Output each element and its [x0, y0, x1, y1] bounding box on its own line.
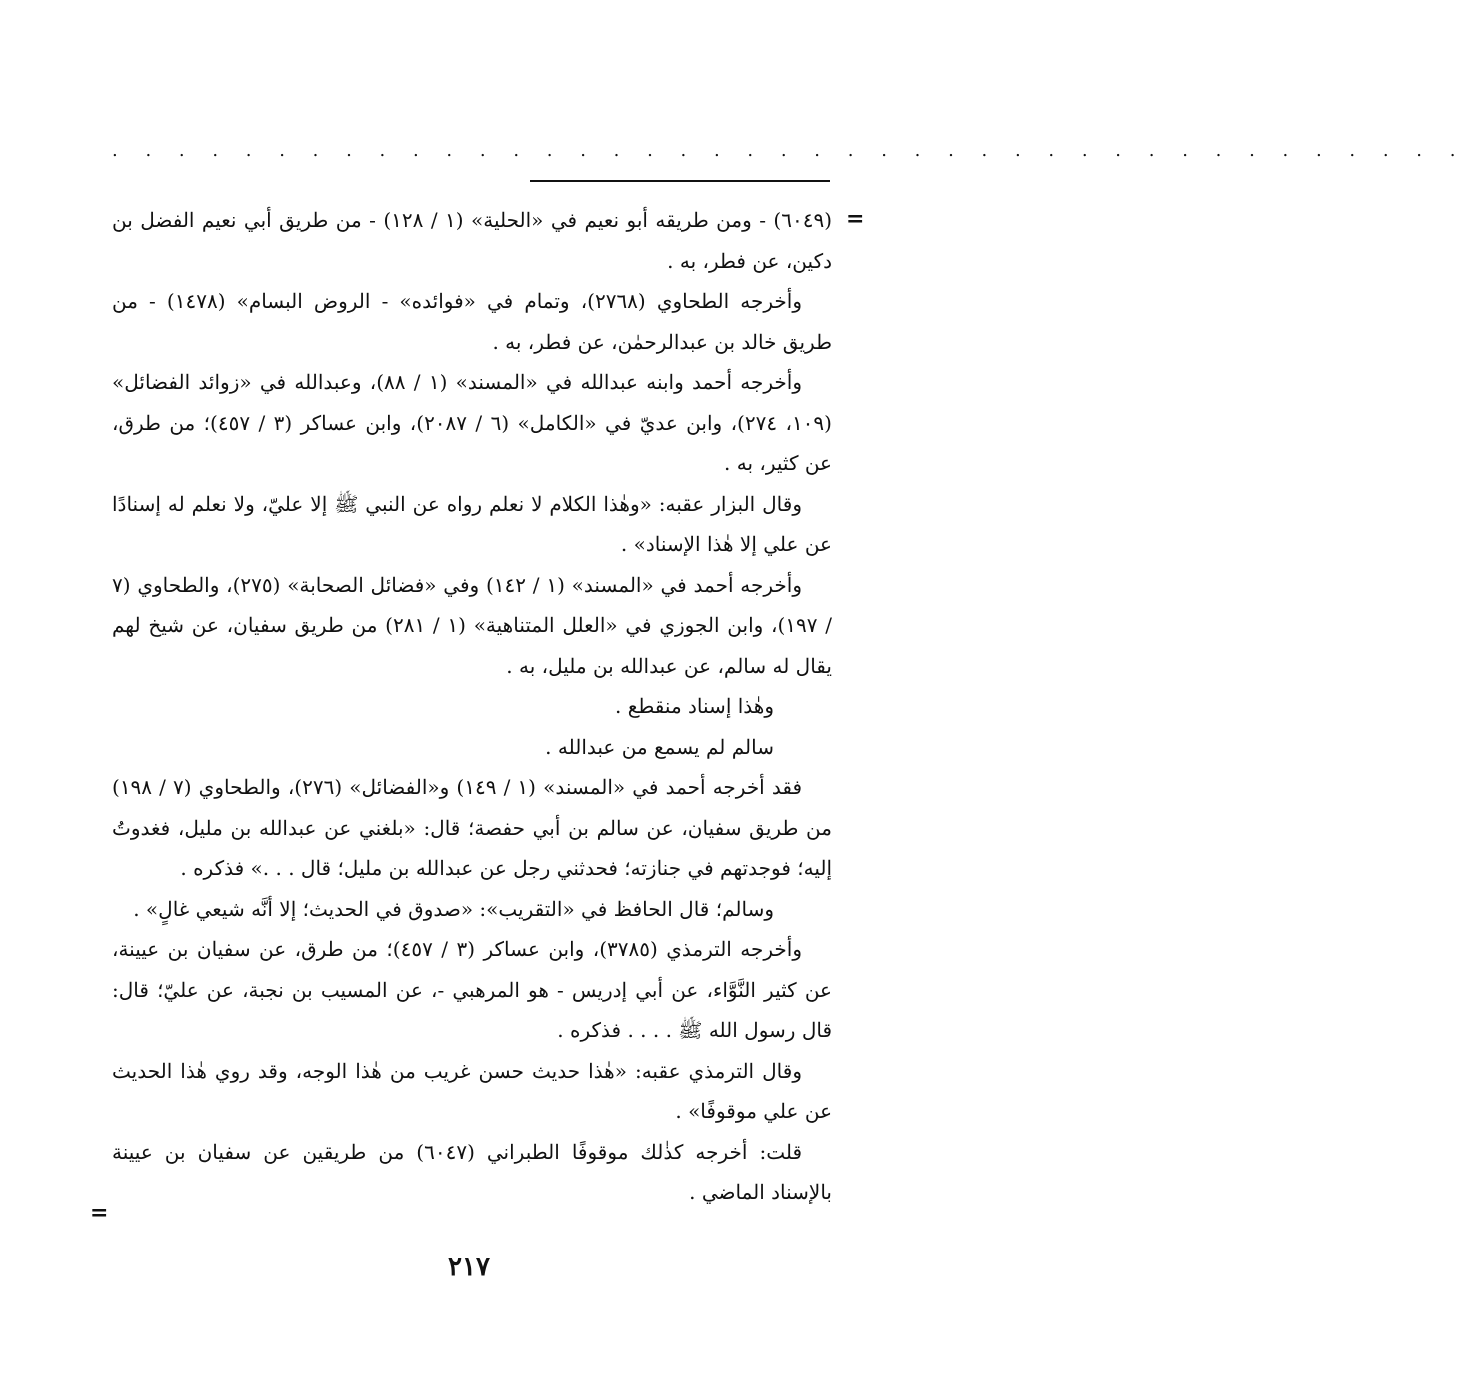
header-dot-leader: . . . . . . . . . . . . . . . . . . . . . . . . . . . . . . . . . . . . . . . . .	[112, 140, 1466, 161]
paragraph-5: وأخرجه أحمد في «المسند» (١ / ١٤٢) وفي «فضائل الصحابة» (٢٧٥)، والطحاوي (٧ / ١٩٧)، وابن الجوزي في «العلل المتناهية» (١ / ٢٨١) من طريق سفيان، عن شيخ لهم يقال له سالم، عن عبدالله بن مليل، به .	[112, 572, 832, 678]
page-number: ٢١٧	[448, 1252, 490, 1282]
paragraph-6: وهٰذا إسناد منقطع .	[615, 694, 774, 718]
paragraph-11: وقال الترمذي عقبه: «هٰذا حديث حسن غريب من هٰذا الوجه، وقد روي هٰذا الحديث عن علي موقوفًا» .	[112, 1058, 832, 1123]
footnote-separator-rule	[530, 180, 830, 182]
paragraph-7: سالم لم يسمع من عبدالله .	[545, 734, 774, 759]
paragraph-10: وأخرجه الترمذي (٣٧٨٥)، وابن عساكر (٣ / ٤٥٧)؛ من طرق، عن سفيان بن عيينة، عن كثير النَّوَّاء، عن أبي إدريس - هو المرهبي -، عن المسيب بن نجبة، عن عليّ؛ قال: قال رسول الله ﷺ . . . . فذكره .	[112, 937, 832, 1042]
paragraph-9: وسالم؛ قال الحافظ في «التقريب»: «صدوق في الحديث؛ إلا أنَّه شيعي غالٍ» .	[133, 896, 774, 921]
footnote-text-block	[112, 200, 832, 1213]
paragraph-2: وأخرجه الطحاوي (٢٧٦٨)، وتمام في «فوائده» - الروض البسام» (١٤٧٨) - من طريق خالد بن عبدالرحمٰن، عن فطر، به .	[112, 289, 832, 354]
paragraph-1: (٦٠٤٩) - ومن طريقه أبو نعيم في «الحلية» (١ / ١٢٨) - من طريق أبي نعيم الفضل بن دكين، عن فطر، به .	[112, 208, 832, 273]
paragraph-4: وقال البزار عقبه: «وهٰذا الكلام لا نعلم رواه عن النبي ﷺ إلا عليّ، ولا نعلم له إسنادًا عن علي إلا هٰذا الإسناد» .	[112, 491, 832, 556]
paragraph-12: قلت: أخرجه كذٰلك موقوفًا الطبراني (٦٠٤٧) من طريقين عن سفيان بن عيينة بالإسناد الماضي .	[112, 1139, 832, 1204]
continuation-marker-bottom: =	[90, 1200, 109, 1226]
paragraph-3: وأخرجه أحمد وابنه عبدالله في «المسند» (١ / ٨٨)، وعبدالله في «زوائد الفضائل» (١٠٩، ٢٧٤)، وابن عديّ في «الكامل» (٦ / ٢٠٨٧)، وابن عساكر (٣ / ٤٥٧)؛ من طرق، عن كثير، به .	[112, 370, 832, 475]
paragraph-8: فقد أخرجه أحمد في «المسند» (١ / ١٤٩) و«الفضائل» (٢٧٦)، والطحاوي (٧ / ١٩٨) من طريق سفيان، عن سالم بن أبي حفصة؛ قال: «بلغني عن عبدالله بن مليل، فغدوتُ إليه؛ فوجدتهم في جنازته؛ فحدثني رجل عن عبدالله بن مليل؛ قال . . .» فذكره .	[112, 775, 832, 880]
continuation-marker-top: =	[846, 206, 865, 232]
